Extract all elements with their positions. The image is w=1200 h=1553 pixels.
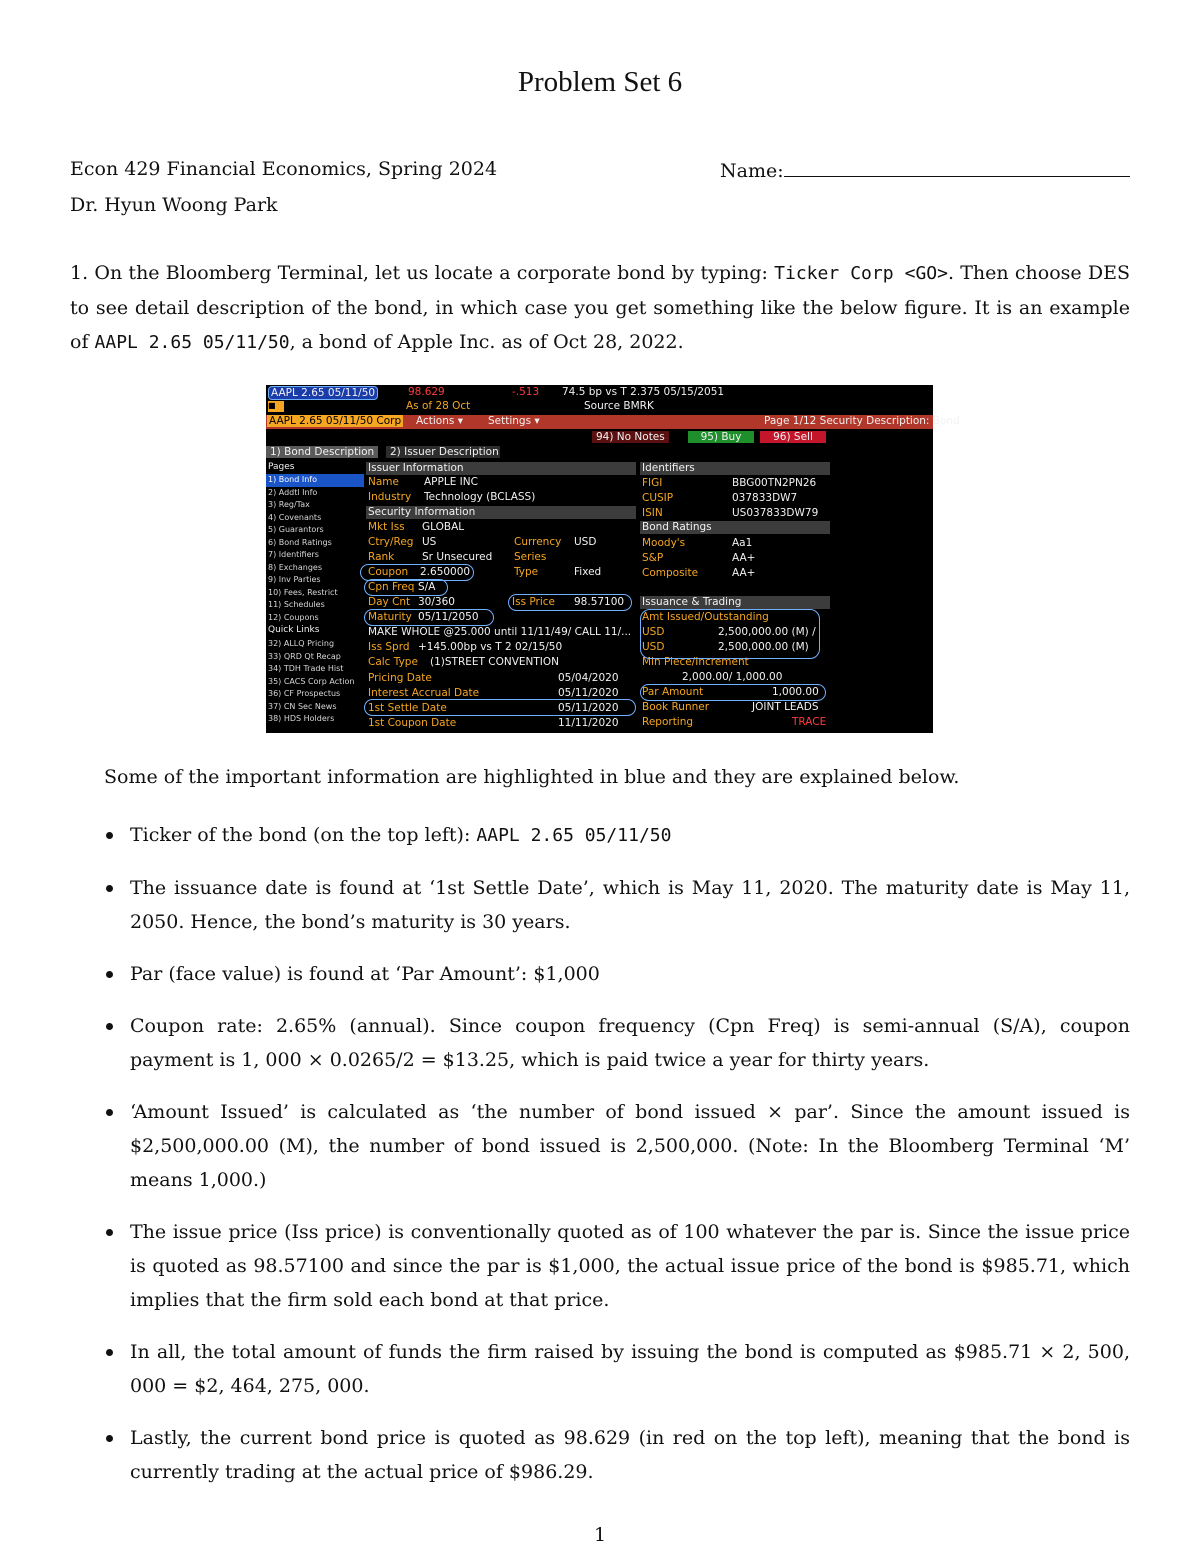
bullet-coupon: Coupon rate: 2.65% (annual). Since coupon frequency (Cpn Freq) is semi-annual (S/A), coupon payment is 1, 000 × 0.0265/2 = $13.25, which is paid twice a year for thirty years.	[104, 1009, 1130, 1077]
terminal-menu-item[interactable]: 12) Coupons	[268, 612, 319, 622]
terminal-quick-link[interactable]: 35) CACS Corp Action	[268, 676, 355, 686]
cpn-freq-label: Cpn Freq	[368, 581, 415, 593]
rating-row-label: Moody's	[642, 537, 686, 549]
identifier-row-label: ISIN	[642, 507, 663, 519]
highlight-maturity	[364, 609, 494, 626]
terminal-source: Source BMRK	[584, 400, 654, 412]
terminal-quick-link[interactable]: 34) TDH Trade Hist	[268, 664, 344, 673]
mkt-label: Mkt Iss	[368, 521, 405, 533]
terminal-tab-issuer-description[interactable]: 2) Issuer Description	[386, 446, 500, 458]
bullet-par: Par (face value) is found at ‘Par Amount’: $1,000	[104, 957, 1130, 991]
bullet-issue-price: The issue price (Iss price) is conventionally quoted as of 100 whatever the par is. Since the issue price is quoted as 98.57100 and since the par is $1,000, the actual issue price of the bond is $985.71, which implies that the firm sold each bond at that price.	[104, 1215, 1130, 1317]
identifier-row-label: CUSIP	[642, 492, 674, 504]
highlight-iss-price	[508, 594, 632, 611]
name-field	[720, 158, 1130, 182]
terminal-menu-item[interactable]: 2) Addtl Info	[268, 487, 318, 497]
currency-label: Currency	[514, 536, 562, 548]
coupon-value: 2.650000	[420, 566, 471, 578]
terminal-quick-links-label: Quick Links	[268, 625, 320, 635]
amt-issued-label: Amt Issued/Outstanding	[642, 611, 769, 623]
course-line: Econ 429 Financial Economics, Spring 2024	[70, 158, 498, 180]
bullet-ticker: Ticker of the bond (on the top left): AAPL 2.65 05/11/50	[104, 818, 1130, 853]
question-1: 1. On the Bloomberg Terminal, let us locate a corporate bond by typing: Ticker Corp <GO>. Then choose DES to see detail description of the bond, in which case you get something like the below figure. It is an example of AAPL 2.65 05/11/50, a bond of Apple Inc. as of Oct 28, 2022.	[70, 262, 1131, 353]
series-label: Series	[514, 551, 547, 563]
instructor-line: Dr. Hyun Woong Park	[70, 194, 278, 216]
issuance-title: Issuance & Trading	[642, 596, 742, 608]
rating-row-value: AA+	[732, 567, 756, 579]
terminal-settings-button[interactable]: Settings ▾	[488, 415, 540, 427]
industry-value: Technology (BCLASS)	[424, 491, 536, 503]
terminal-quick-link[interactable]: 38) HDS Holders	[268, 714, 335, 723]
mkt-value: GLOBAL	[422, 521, 465, 533]
currency-value: USD	[574, 536, 597, 548]
terminal-spread: 74.5 bp vs T 2.375 05/15/2051	[562, 386, 725, 398]
type-value: Fixed	[574, 566, 602, 578]
identifier-row-label: FIGI	[642, 477, 663, 489]
bullet-current-price: Lastly, the current bond price is quoted as 98.629 (in red on the top left), meaning that the bond is currently trading at the actual price of $986.29.	[104, 1421, 1130, 1489]
make-whole-text: MAKE WHOLE @25.000 until 11/11/49/ CALL 11/...	[368, 626, 632, 638]
terminal-quick-link[interactable]: 33) QRD Qt Recap	[268, 651, 341, 661]
day-cnt-value: 30/360	[418, 596, 455, 608]
terminal-buy-button[interactable]: 95) Buy	[688, 431, 754, 443]
name-row-label: Name	[368, 476, 399, 488]
identifier-row-value: 037833DW7	[732, 492, 798, 504]
date-row-value: 05/11/2020	[558, 687, 619, 699]
par-amount-label: Par Amount	[642, 686, 704, 698]
terminal-quick-link[interactable]: 36) CF Prospectus	[268, 689, 341, 698]
terminal-news-icon: ■	[268, 401, 284, 412]
rating-row	[640, 551, 830, 566]
terminal-menu-item[interactable]: 6) Bond Ratings	[268, 537, 332, 547]
terminal-change: -.513	[512, 386, 540, 398]
amt-issued-value: 2,500,000.00 (M) /	[718, 626, 816, 638]
rank-value: Sr Unsecured	[422, 551, 493, 563]
terminal-tab-bond-description[interactable]: 1) Bond Description	[266, 446, 378, 458]
ratings-title: Bond Ratings	[642, 521, 712, 533]
min-piece-label: Min Piece/Increment	[642, 656, 749, 668]
book-runner-label: Book Runner	[642, 701, 710, 713]
terminal-quick-links	[266, 638, 364, 726]
rating-row-value: AA+	[732, 552, 756, 564]
terminal-menu-item[interactable]: 7) Identifiers	[268, 550, 319, 559]
day-cnt-label: Day Cnt	[368, 596, 411, 608]
terminal-menu-item[interactable]: 9) Inv Parties	[268, 575, 321, 584]
rating-row-value: Aa1	[732, 537, 753, 549]
explanation-list	[104, 818, 1130, 1507]
terminal-quick-link[interactable]: 32) ALLQ Pricing	[268, 639, 335, 648]
terminal-menu-item[interactable]: 4) Covenants	[268, 512, 322, 522]
rating-row-label: Composite	[642, 567, 699, 579]
terminal-notes-button[interactable]: 94) No Notes	[592, 431, 669, 443]
rank-label: Rank	[368, 551, 395, 563]
bloomberg-terminal-figure	[266, 385, 960, 733]
issuer-info-title: Issuer Information	[368, 462, 464, 474]
terminal-quick-link[interactable]: 37) CN Sec News	[268, 701, 337, 711]
highlight-cpn-freq	[364, 579, 448, 596]
security-info-title: Security Information	[368, 506, 476, 518]
calc-type-label: Calc Type	[368, 656, 418, 668]
par-amount-value: 1,000.00	[772, 686, 819, 698]
terminal-ticker-corp: AAPL 2.65 05/11/50 Corp	[269, 415, 402, 427]
date-row-value: 05/11/2020	[558, 702, 619, 714]
terminal-menu-item[interactable]: 1) Bond Info	[266, 474, 364, 487]
ctry-value: US	[422, 536, 437, 548]
bullet-dates: The issuance date is found at ‘1st Settle Date’, which is May 11, 2020. The maturity date is May 11, 2050. Hence, the bond’s maturity is 30 years.	[104, 871, 1130, 939]
page-title: Problem Set 6	[517, 66, 683, 98]
highlight-par-amount	[640, 684, 826, 701]
code-ticker-corp: Ticker Corp <GO>	[774, 263, 948, 284]
highlight-settle-date	[364, 699, 636, 716]
ctry-label: Ctry/Reg	[368, 536, 414, 548]
date-row	[366, 671, 634, 686]
date-row	[366, 716, 634, 731]
type-label: Type	[514, 566, 539, 578]
maturity-value: 05/11/2050	[418, 611, 479, 623]
date-row-value: 05/04/2020	[558, 672, 619, 684]
iss-price-label: Iss Price	[512, 596, 555, 608]
terminal-pages-label: Pages	[268, 462, 295, 472]
terminal-pages-menu	[266, 474, 364, 624]
reporting-value: TRACE	[792, 716, 827, 728]
amt-outstanding-value: 2,500,000.00 (M)	[718, 641, 809, 653]
date-row-label: 1st Coupon Date	[368, 717, 457, 729]
rating-row-label: S&P	[642, 552, 664, 564]
highlight-amt-issued	[640, 609, 820, 659]
book-runner-value: JOINT LEADS	[752, 701, 819, 713]
name-blank-line	[784, 158, 1130, 177]
identifier-row-value: US037833DW79	[732, 507, 819, 519]
terminal-price: 98.629	[408, 386, 445, 398]
cpn-freq-value: S/A	[418, 581, 436, 593]
identifier-row	[640, 491, 830, 506]
bullet-total-funds: In all, the total amount of funds the firm raised by issuing the bond is computed as $985.71 × 2, 500, 000 = $2, 464, 275, 000.	[104, 1335, 1130, 1403]
date-row-label: 1st Settle Date	[368, 702, 447, 714]
coupon-label: Coupon	[368, 566, 409, 578]
identifier-row	[640, 476, 830, 491]
terminal-actions-button[interactable]: Actions ▾	[416, 415, 463, 427]
rating-row	[640, 566, 830, 581]
bullet-amount-issued: ‘Amount Issued’ is calculated as ‘the number of bond issued × par’. Since the amount issued is $2,500,000.00 (M), the number of bond issued is 2,500,000. (Note: In the Bloomberg Terminal ‘M’ means 1,000.)	[104, 1095, 1130, 1197]
iss-price-value: 98.57100	[574, 596, 625, 608]
date-row-label: Interest Accrual Date	[368, 687, 480, 699]
maturity-label: Maturity	[368, 611, 412, 623]
date-row-value: 11/11/2020	[558, 717, 619, 729]
identifiers-title: Identifiers	[642, 462, 695, 474]
iss-spread-label: Iss Sprd	[368, 641, 410, 653]
terminal-menu-item[interactable]: 8) Exchanges	[268, 562, 323, 572]
iss-spread-value: +145.00bp vs T 2 02/15/50	[418, 641, 563, 653]
identifier-row	[640, 506, 830, 521]
terminal-menu-item[interactable]: 11) Schedules	[268, 600, 325, 609]
amt-currency-2: USD	[642, 641, 665, 653]
reporting-label: Reporting	[642, 716, 694, 728]
terminal-sell-button[interactable]: 96) Sell	[760, 431, 826, 443]
min-piece-value: 2,000.00/ 1,000.00	[682, 671, 783, 683]
name-row-value: APPLE INC	[424, 476, 478, 488]
rating-row	[640, 536, 830, 551]
terminal-asof: As of 28 Oct	[406, 400, 471, 412]
terminal-ticker: AAPL 2.65 05/11/50	[268, 386, 378, 400]
code-bond-ticker: AAPL 2.65 05/11/50	[94, 332, 290, 353]
amt-currency-1: USD	[642, 626, 665, 638]
identifier-row-value: BBG00TN2PN26	[732, 477, 817, 489]
date-row-label: Pricing Date	[368, 672, 432, 684]
page-number: 1	[593, 1524, 607, 1546]
intro-text: Some of the important information are highlighted in blue and they are explained below.	[104, 766, 960, 788]
identifiers-list	[640, 476, 830, 521]
ratings-list	[640, 536, 830, 581]
terminal-menu-item[interactable]: 3) Reg/Tax	[268, 500, 310, 509]
terminal-page-info: Page 1/12 Security Description: Bond	[764, 415, 960, 427]
terminal-menu-item[interactable]: 5) Guarantors	[268, 525, 324, 534]
terminal-menu-item[interactable]: 10) Fees, Restrict	[268, 587, 338, 597]
name-label: Name:	[720, 160, 784, 182]
industry-label: Industry	[368, 491, 412, 503]
calc-type-value: (1)STREET CONVENTION	[430, 656, 560, 668]
